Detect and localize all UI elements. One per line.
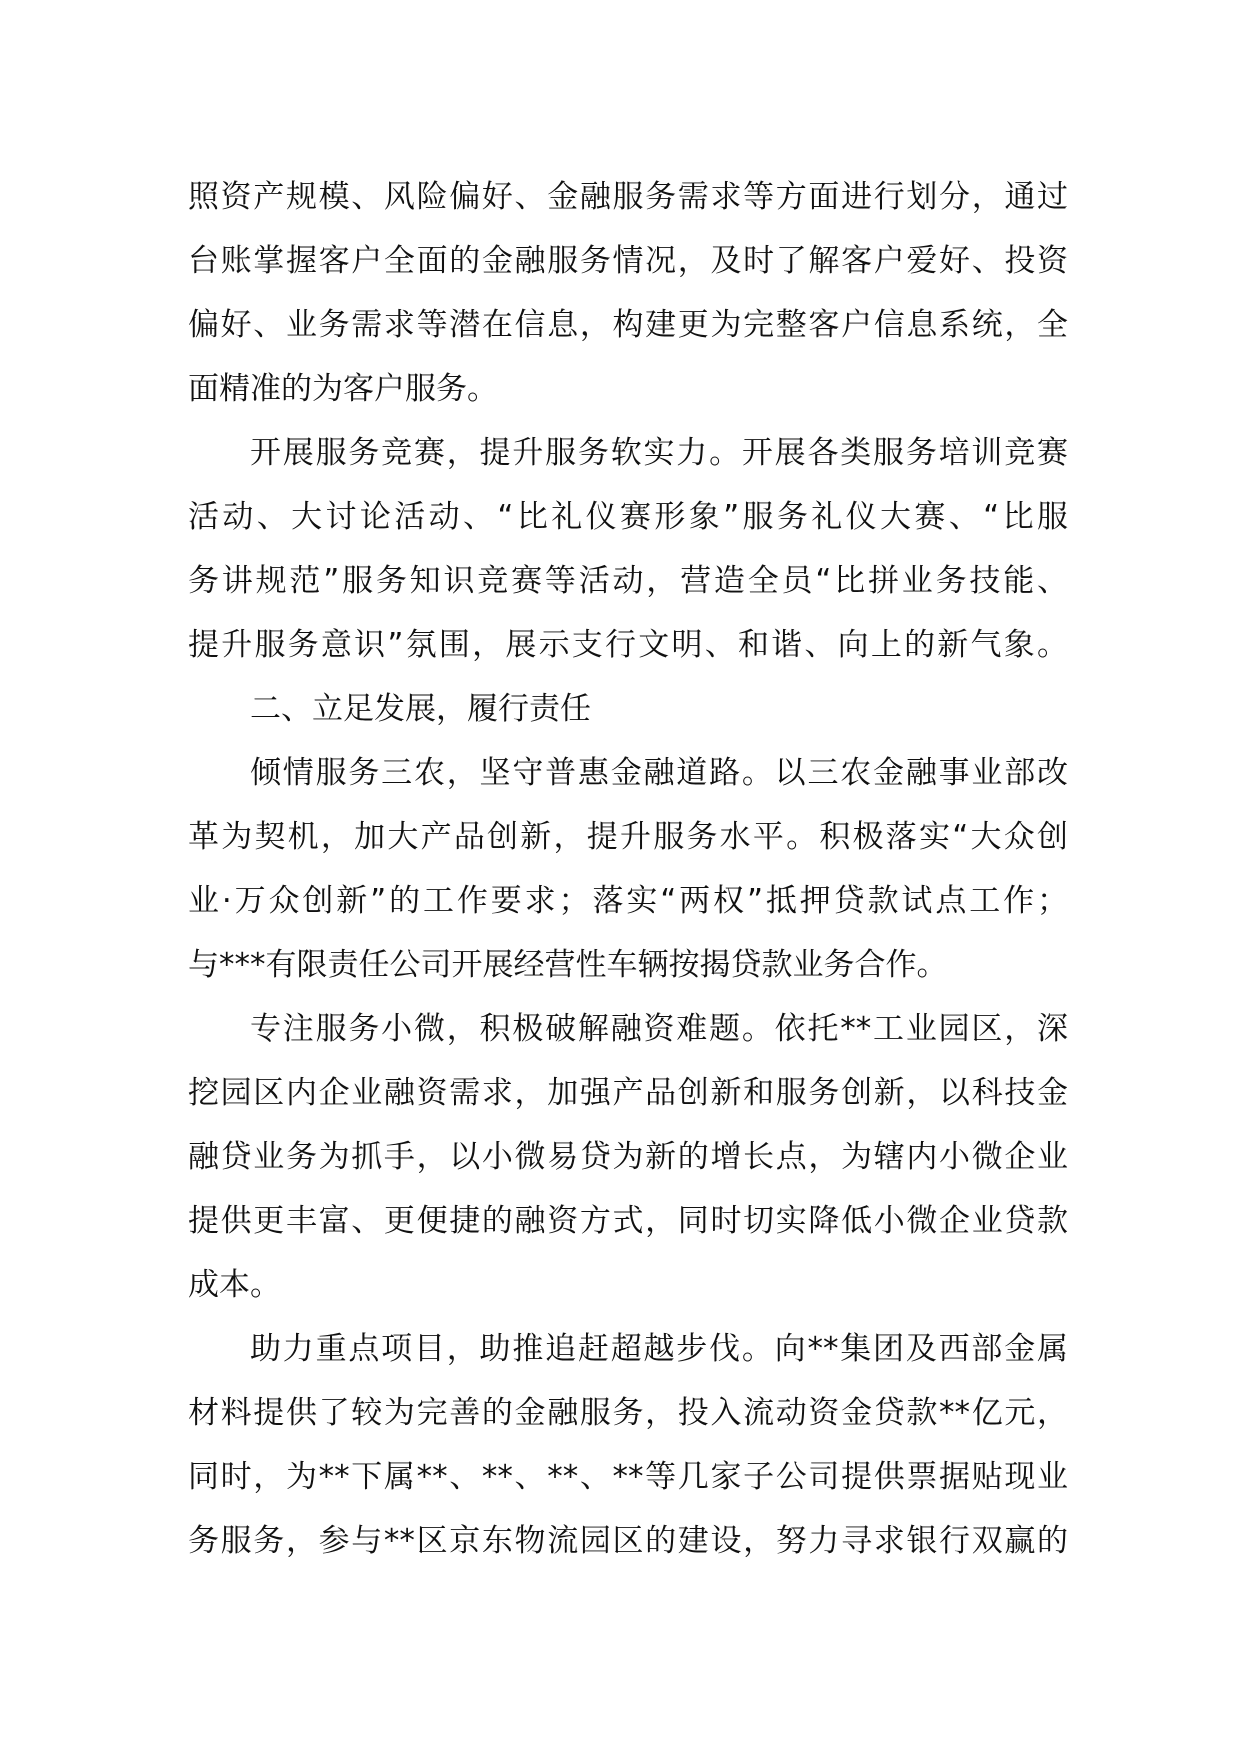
paragraph-first-line: 助力重点项目，助推追赶超越步伐。向**集团及西部金属: [250, 1331, 1068, 1367]
text-line: 提供更丰富、更便捷的融资方式，同时切实降低小微企业贷款: [188, 1203, 1068, 1239]
paragraph-first-line: 专注服务小微，积极破解融资难题。依托**工业园区，深: [250, 1011, 1068, 1047]
text-line: 面精准的为客户服务。: [188, 371, 498, 407]
text-line: 融贷业务为抓手，以小微易贷为新的增长点，为辖内小微企业: [188, 1139, 1068, 1175]
text-line: 务服务，参与**区京东物流园区的建设，努力寻求银行双赢的: [188, 1523, 1068, 1559]
text-line: 照资产规模、风险偏好、金融服务需求等方面进行划分，通过: [188, 179, 1068, 215]
paragraph-first-line: 开展服务竞赛，提升服务软实力。开展各类服务培训竞赛: [250, 435, 1068, 471]
text-line: 革为契机，加大产品创新，提升服务水平。积极落实“大众创: [188, 819, 1068, 855]
section-heading: 二、立足发展，履行责任: [250, 691, 591, 727]
text-line: 活动、大讨论活动、“比礼仪赛形象”服务礼仪大赛、“比服: [188, 499, 1068, 535]
text-line: 材料提供了较为完善的金融服务，投入流动资金贷款**亿元，: [188, 1395, 1068, 1431]
text-line: 偏好、业务需求等潜在信息，构建更为完整客户信息系统，全: [188, 307, 1068, 343]
text-line: 台账掌握客户全面的金融服务情况，及时了解客户爱好、投资: [188, 243, 1068, 279]
text-line: 提升服务意识”氛围，展示支行文明、和谐、向上的新气象。: [188, 627, 1068, 663]
text-line: 务讲规范”服务知识竞赛等活动，营造全员“比拼业务技能、: [188, 563, 1068, 599]
text-line: 业·万众创新”的工作要求；落实“两权”抵押贷款试点工作；: [188, 883, 1068, 919]
text-line: 与***有限责任公司开展经营性车辆按揭贷款业务合作。: [188, 947, 948, 983]
text-line: 挖园区内企业融资需求，加强产品创新和服务创新，以科技金: [188, 1075, 1068, 1111]
paragraph-first-line: 倾情服务三农，坚守普惠金融道路。以三农金融事业部改: [250, 755, 1068, 791]
text-line: 成本。: [188, 1267, 281, 1303]
text-line: 同时，为**下属**、**、**、**等几家子公司提供票据贴现业: [188, 1459, 1068, 1495]
